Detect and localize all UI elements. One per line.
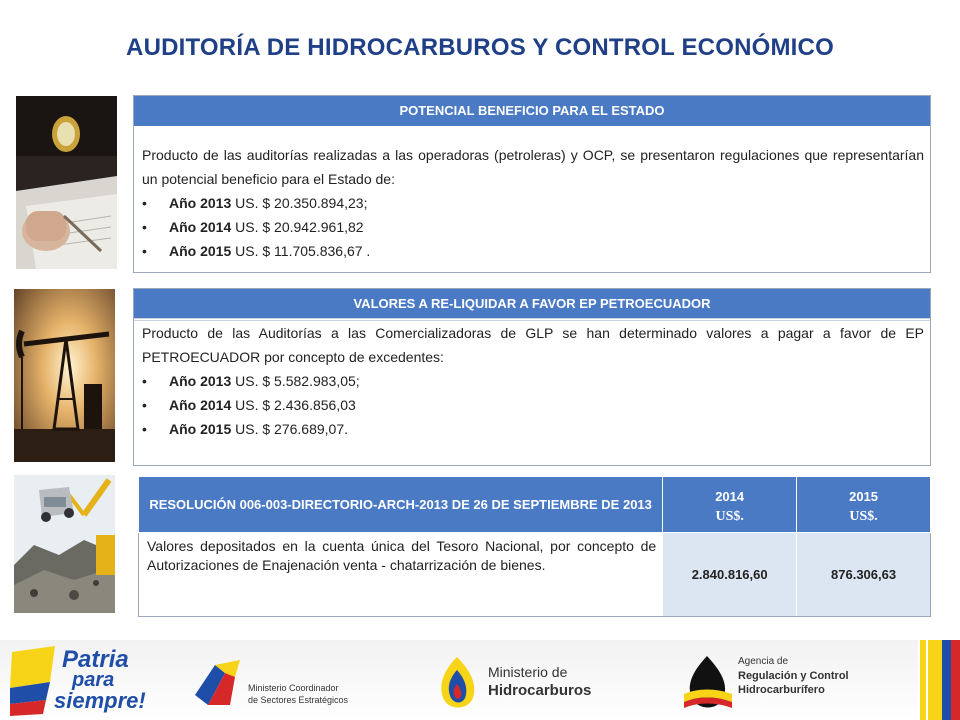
- panel-potential-benefit: [133, 95, 931, 273]
- list-item: • Año 2014 US. $ 20.942.961,82: [142, 215, 924, 239]
- panel-reliquidation-text: Producto de las Auditorías a las Comercializadoras de GLP se han determinado valores a pagar a favor de EP PETROECUADOR por concepto de excedentes:: [142, 325, 924, 365]
- panel-potential-benefit-header: POTENCIAL BENEFICIO PARA EL ESTADO: [134, 96, 930, 126]
- table-header-2015: 2015 US$.: [797, 477, 931, 533]
- photo-oil-pumpjack: [14, 289, 115, 462]
- list-item: • Año 2013 US. $ 5.582.983,05;: [142, 369, 924, 393]
- table-header-row: [139, 477, 931, 533]
- table-cell-description: Valores depositados en la cuenta única del Tesoro Nacional, por concepto de Autorizaciones de Enajenación venta - chatarrización de bienes.: [139, 533, 663, 617]
- list-item: • Año 2014 US. $ 2.436.856,03: [142, 393, 924, 417]
- resolution-table: [138, 476, 931, 617]
- ecuador-flag-stripes: [918, 640, 960, 720]
- table-cell-value-2015: 876.306,63: [797, 533, 931, 617]
- panel-reliquidation: [133, 288, 931, 466]
- panel-potential-benefit-text: Producto de las auditorías realizadas a las operadoras (petroleras) y OCP, se presentaron regulaciones que representarían un potencial beneficio para el Estado de:: [142, 147, 924, 187]
- list-item: • Año 2015 US. $ 11.705.836,67 .: [142, 239, 924, 263]
- list-item: • Año 2013 US. $ 20.350.894,23;: [142, 191, 924, 215]
- photo-scrap-crane: [14, 475, 115, 613]
- page-title: AUDITORÍA DE HIDROCARBUROS Y CONTROL ECONÓMICO: [126, 34, 834, 61]
- photo-signing-document: [16, 96, 117, 269]
- panel-reliquidation-header: VALORES A RE-LIQUIDAR A FAVOR EP PETROECUADOR: [134, 289, 930, 318]
- mcse-logo: Ministerio Coordinador de Sectores Estratégicos: [190, 655, 375, 710]
- arch-logo: Agencia de Regulación y Control Hidrocarburífero: [680, 652, 865, 712]
- table-header-2014: 2014 US$.: [663, 477, 797, 533]
- patria-logo: Patria para siempre!: [10, 642, 170, 717]
- mh-logo: Ministerio de Hidrocarburos: [430, 652, 610, 712]
- list-item: • Año 2015 US. $ 276.689,07.: [142, 417, 924, 441]
- table-row: [139, 533, 931, 617]
- table-cell-value-2014: 2.840.816,60: [663, 533, 797, 617]
- table-header-resolution: RESOLUCIÓN 006-003-DIRECTORIO-ARCH-2013 DE 26 DE SEPTIEMBRE DE 2013: [139, 477, 663, 533]
